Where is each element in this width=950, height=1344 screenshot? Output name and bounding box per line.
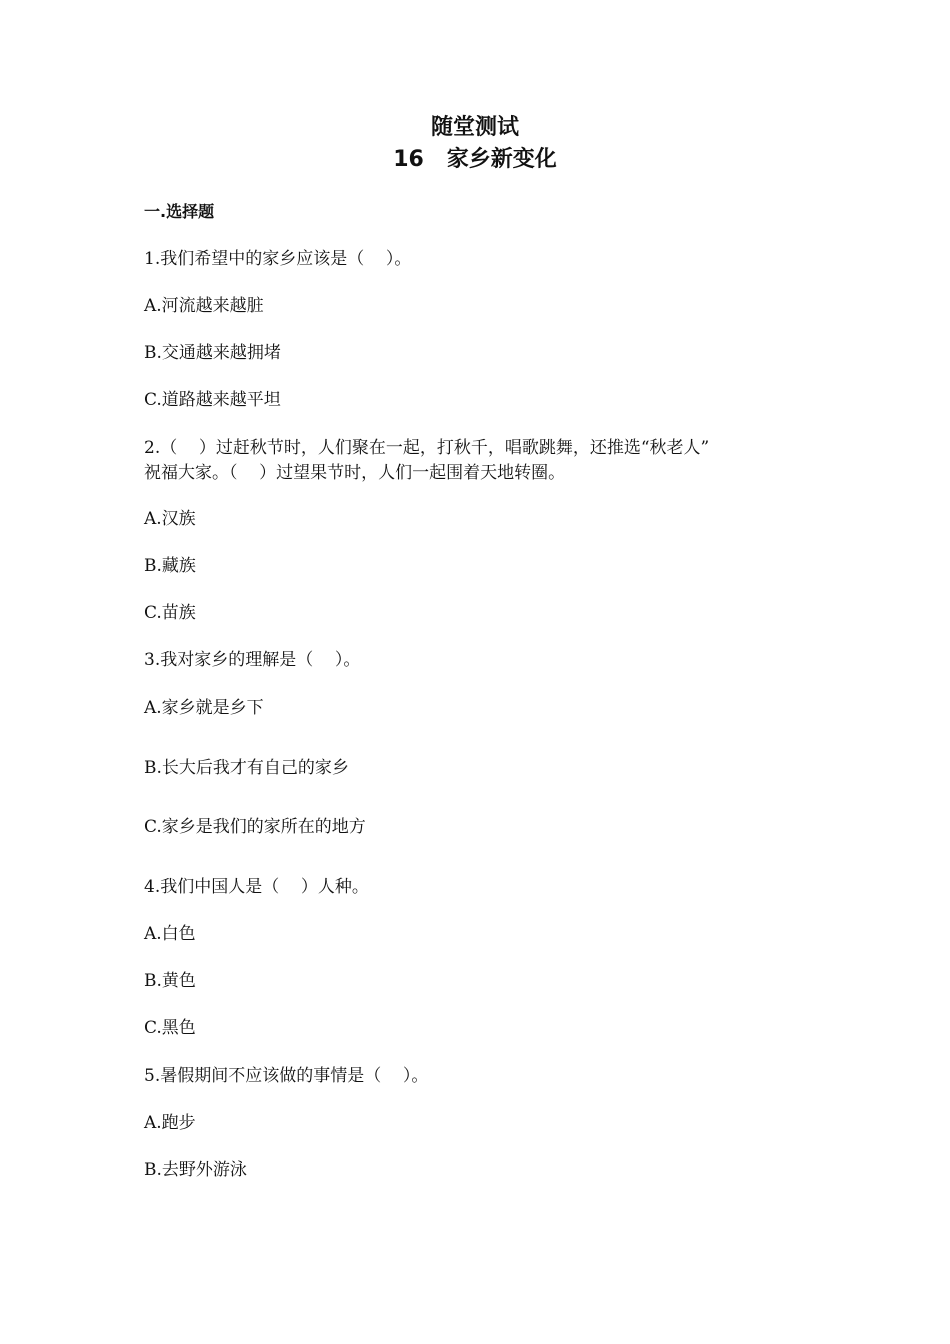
question-4-option-c: C.黑色: [144, 1018, 196, 1038]
lesson-title: 16 家乡新变化: [393, 147, 557, 172]
question-3-stem: 3.我对家乡的理解是（ ）。: [144, 650, 361, 670]
question-2-option-c: C.苗族: [144, 603, 196, 623]
question-1-stem: 1.我们希望中的家乡应该是（ ）。: [144, 249, 412, 269]
question-5-stem: 5.暑假期间不应该做的事情是（ ）。: [144, 1066, 429, 1086]
question-1-option-c: C.道路越来越平坦: [144, 390, 281, 410]
question-4-option-b: B.黄色: [144, 971, 196, 991]
question-4-stem: 4.我们中国人是（ ）人种。: [144, 877, 369, 897]
question-5-option-b: B.去野外游泳: [144, 1160, 247, 1180]
question-2-stem-line1: 2.（ ）过赶秋节时，人们聚在一起，打秋千，唱歌跳舞，还推选“秋老人”: [144, 438, 710, 458]
question-1-option-a: A.河流越来越脏: [144, 296, 264, 316]
question-2-stem-line2: 祝福大家。（ ）过望果节时，人们一起围着天地转圈。: [144, 463, 566, 483]
question-2-option-a: A.汉族: [144, 509, 196, 529]
section-heading: 一.选择题: [144, 202, 215, 221]
question-2-option-b: B.藏族: [144, 556, 196, 576]
question-1-option-b: B.交通越来越拥堵: [144, 343, 281, 363]
question-3-option-a: A.家乡就是乡下: [144, 698, 264, 718]
question-3-option-c: C.家乡是我们的家所在的地方: [144, 817, 366, 837]
question-5-option-a: A.跑步: [144, 1113, 196, 1133]
question-3-option-b: B.长大后我才有自己的家乡: [144, 758, 349, 778]
page-title: 随堂测试: [430, 115, 519, 140]
question-4-option-a: A.白色: [144, 924, 196, 944]
title-block: [0, 112, 950, 176]
